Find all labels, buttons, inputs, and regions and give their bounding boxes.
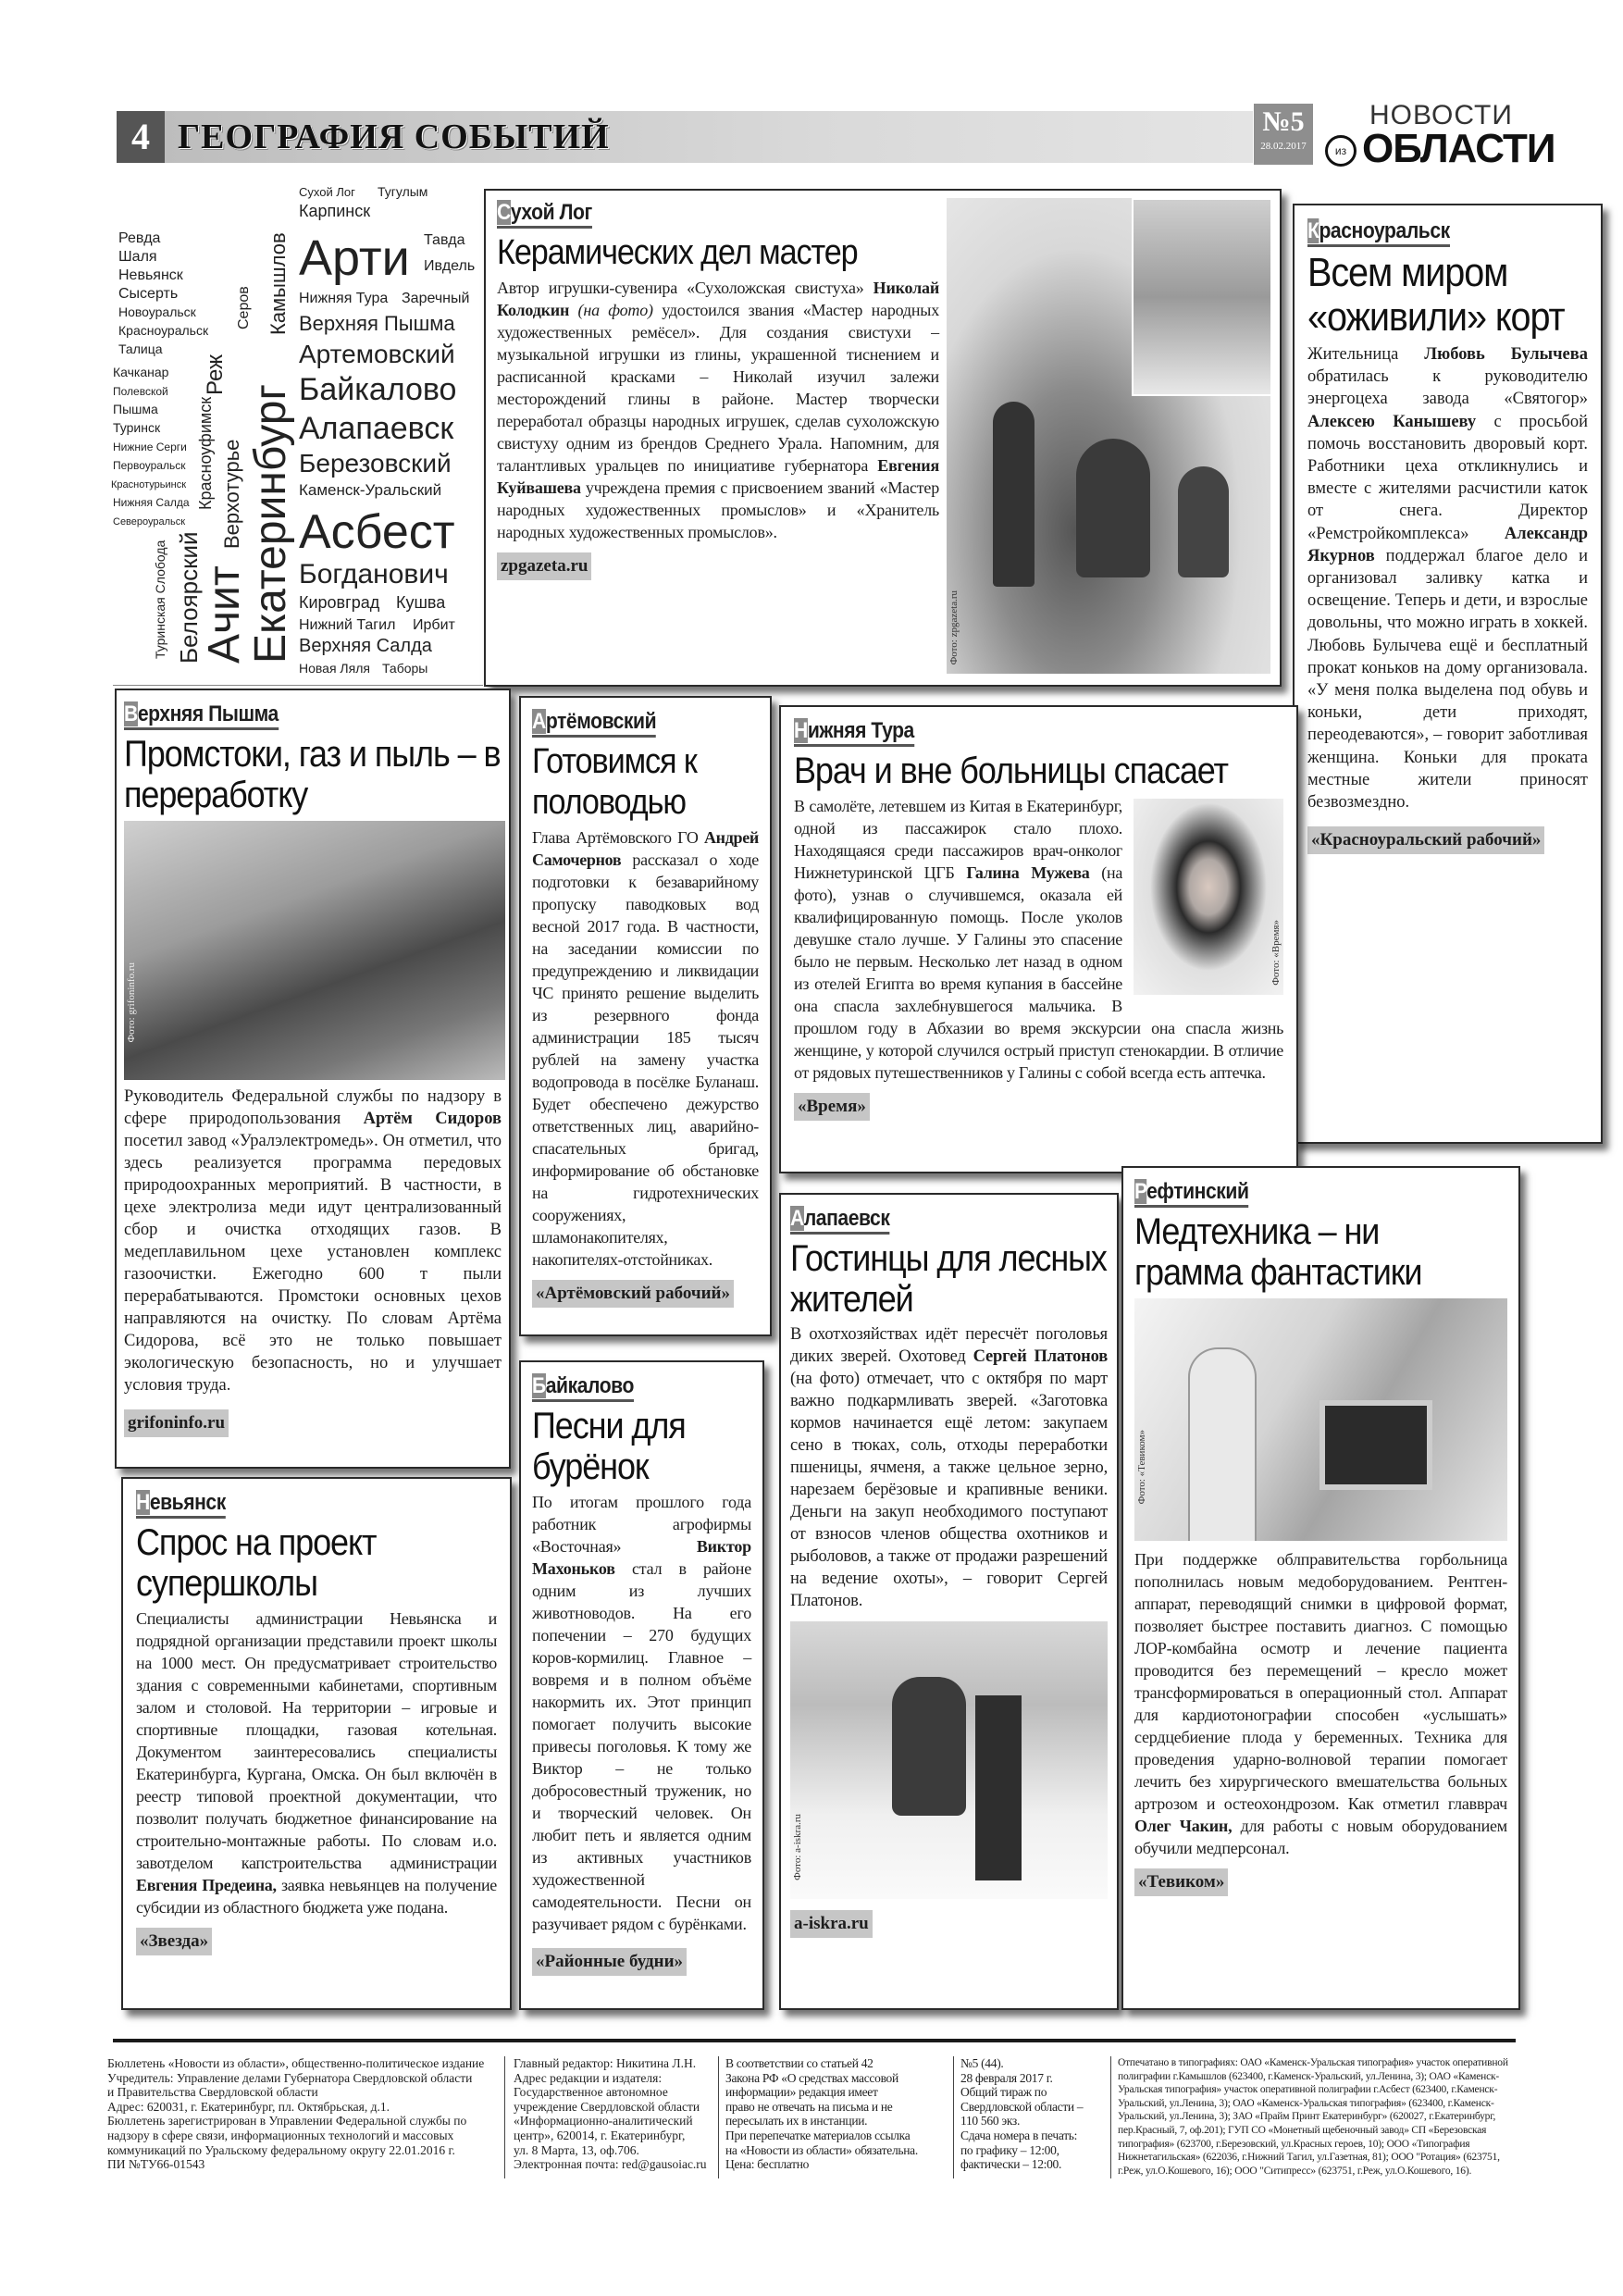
text-run: (на фото), узнав о случившемся, оказала ей квалифицированную помощь. После уколов девушке стало лучше. У Галины это спасение было не первым. Несколько лет назад в одном из отелей Египта во время купания в бассейне она спасла захлебнувшегося мальчика. В прошлом году в Абхазии во время экскурсии она спасла жизнь женщине, у которой случился острый приступ стенокардии. В отличие от рядовых путешественников у Галины с собой всегда есть аптечка.	[794, 863, 1283, 1082]
word-cloud-word: Верхняя Салда	[299, 636, 432, 656]
footer-publisher-info	[107, 2056, 484, 2172]
word-cloud-word: Верхотурье	[220, 439, 243, 549]
article-place: Рефтинский	[1134, 1179, 1248, 1208]
footer-line: Бюллетень зарегистрирован в Управлении Федеральной службы по	[107, 2114, 467, 2128]
footer-line: Отпечатано в типографиях: ОАО «Каменск-Уральская типография» участок оперативной	[1118, 2057, 1508, 2068]
word-cloud-word: Ивдель	[424, 258, 476, 274]
article-source: «Артёмовский рабочий»	[532, 1280, 734, 1308]
word-cloud-word: Реж	[203, 354, 228, 395]
word-cloud-word: Арти	[299, 230, 410, 286]
photo-credit: Фото: grifoninfo.ru	[126, 962, 137, 1043]
article-artemovsky	[519, 696, 772, 1336]
section-title: ГЕОГРАФИЯ СОБЫТИЙ	[178, 118, 610, 156]
footer-divider	[718, 2056, 719, 2178]
text-run: обратилась к руководителю энергоцеха завода «Святогор»	[1307, 367, 1588, 409]
article-source: «Тевиком»	[1134, 1868, 1228, 1896]
word-cloud-word: Ревда	[118, 230, 161, 246]
word-cloud-word: Верхняя Пышма	[299, 312, 455, 335]
text-run: стал в районе одним из лучших животноводов. На его попечении – 270 будущих коров-кормилиц. Главное – вовремя и в полном объёме накормить их. Этот принцип помогает получить высокие привесы поголовья. К тому же Виктор – не только добросовестный труженик, но и творческий человек. Он любит петь и является одним из активных участников художественной самодеятельности. Песни он разучивает рядом с бурёнками.	[532, 1559, 751, 1933]
footer-printing-info	[1118, 2056, 1508, 2178]
person-name: Любовь Булычева	[1424, 345, 1588, 364]
footer-line: Адрес редакции и издателя:	[514, 2070, 663, 2085]
text-run: удостоился звания «Мастер народных художественных ремёсел». Для создания свистухи – музыкальной игрушки из глины, украшенной тиснением и расписанной красками – Николай изучил залежи месторождений глины в районе. Мастер творчески переработал образцы народных игрушек, сделав сухоложскую свистуху одним из брендов Среднего Урала. Напомним, для талантливых уральцев по инициативе губернатора	[497, 301, 939, 475]
person-name: Сергей Платонов	[973, 1347, 1108, 1366]
photo-credit: Фото: zpgazeta.ru	[948, 590, 960, 664]
word-cloud-word: Заречный	[402, 291, 470, 306]
text-run: для работы с новым оборудованием обучили медперсонал.	[1134, 1817, 1508, 1857]
article-place: Алапаевск	[790, 1206, 889, 1235]
article-krasnouralsk	[1293, 204, 1603, 1144]
word-cloud-word: Туринская Слобода	[153, 540, 167, 659]
article-source: «Красноуральский рабочий»	[1307, 826, 1544, 854]
footer-line: фактически – 12:00.	[960, 2157, 1062, 2172]
footer-line: Цена: бесплатно	[725, 2157, 810, 2172]
footer-line: Уральская типография» участок оперативной полиграфии г.Асбест (623400, г.Каменск-	[1118, 2084, 1498, 2096]
footer-line: ПИ №ТУ66-01543	[107, 2157, 205, 2172]
footer-line: учреждение Свердловской области	[514, 2099, 700, 2114]
person-name: Александр Якурнов	[1307, 524, 1588, 565]
article-body	[136, 1607, 497, 1918]
word-cloud-word: Асбест	[299, 505, 455, 559]
article-body	[124, 1086, 502, 1396]
text-run: В самолёте, летевшем из Китая в Екатеринбург, одной из пассажирок стало плохо. Находящаяся среди пассажиров врач-онколог Нижнетуринской ЦГБ	[794, 797, 1122, 882]
word-cloud-word: Карпинск	[299, 202, 371, 220]
article-body	[790, 1323, 1108, 1612]
article-place: Артёмовский	[532, 709, 656, 738]
footer-line: пер.Красный, 7, оф.201); ГУП СО «Монетный щебеночный завод» СП «Березовская	[1118, 2124, 1487, 2136]
photo-note: (на фото)	[569, 301, 653, 319]
footer-line: Свердловской области –	[960, 2099, 1084, 2114]
footer-line: Государственное автономное	[514, 2085, 668, 2100]
footer-line: на «Новости из области» обязательна.	[725, 2142, 918, 2157]
article-source: grifoninfo.ru	[124, 1409, 229, 1437]
footer-divider	[953, 2056, 954, 2178]
word-cloud-word: Качканар	[113, 365, 169, 379]
photo-credit: Фото: a-iskra.ru	[792, 1814, 803, 1880]
footer-line: Учредитель: Управление делами Губернатора Свердловской области	[107, 2070, 473, 2085]
photo-hunter-in-snow	[790, 1621, 1108, 1899]
divider	[113, 685, 483, 686]
text-run: учреждена премия с присвоением званий «Мастер народных художественных промыслов» и «Хранитель народных художественных промыслов».	[497, 478, 939, 541]
person-name: Олег Чакин,	[1134, 1817, 1233, 1835]
footer-line: Уральский, ул.Ленина, 3); ЗАО «Прайм Принт Екатеринбург» (620027, г.Екатеринбург,	[1118, 2111, 1496, 2123]
issue-number: №5	[1262, 106, 1305, 137]
text-run: При поддержке облправительства горбольница пополнилась новым медоборудованием. Рентген-аппарат, переводящий снимки в цифровой формат, позволяет быстрее поставить диагноз. С помощью ЛОР-комбайна осмотр и лечение пациента проводится без перемещений – кресло может трансформироваться в операционный стол. Аппарат для кардиотонографии способен «услышать» сердцебиение плода у беременных. Техника для проведения ударно-волновой терапии помогает лечить без хирургического вмешательства больных артрозом и остеохондрозом. Как отметил главврач	[1134, 1550, 1507, 1813]
word-cloud-word: Ирбит	[413, 617, 455, 633]
article-headline: Готовимся к половодью	[532, 742, 697, 822]
article-nizhnyaya-tura	[779, 705, 1298, 1173]
article-body	[532, 826, 759, 1271]
footer-line: полиграфии г.Камышлов (623400, г.Каменск-Уральский, ул.Ленина, 3); ОАО «Каменск-	[1118, 2070, 1500, 2082]
footer-line: по графику – 12:00,	[960, 2142, 1059, 2157]
article-headline: Промстоки, газ и пыль – в переработку	[124, 734, 501, 815]
word-cloud-word: Краснотурьинск	[111, 479, 187, 490]
footer-line: Нижнетагильская» (622036, г.Нижний Тагил, ул.Газетная, 81); ООО "Ротация» (623751,	[1118, 2152, 1500, 2164]
footer-line: №5 (44).	[960, 2056, 1004, 2070]
article-verkhnyaya-pyshma	[115, 689, 511, 1469]
word-cloud-word: Новая Ляля	[299, 661, 370, 676]
footer-line: Закона РФ «О средствах массовой	[725, 2070, 898, 2085]
footer-line: центр», 620014, г. Екатеринбург,	[514, 2128, 686, 2142]
photo-doctor-portrait	[1134, 799, 1283, 995]
word-cloud-word: Шаля	[118, 249, 157, 265]
word-cloud-word: Туринск	[113, 420, 161, 435]
photo-credit: Фото: «Тевиком»	[1136, 1429, 1147, 1504]
article-alapaevsk	[779, 1193, 1119, 2010]
footer-line: При перепечатке материалов ссылка	[725, 2128, 911, 2142]
word-cloud-word: Серов	[236, 286, 252, 329]
article-headline: Врач и вне больницы спасает	[794, 751, 1228, 791]
article-place: Сухой Лог	[497, 200, 592, 229]
whistle-figure	[1076, 439, 1150, 577]
text-run: Жительница	[1307, 345, 1425, 364]
text-run: (на фото) отмечает, что с октября по март важно подкармливать зверей. «Заготовка кормов начинается ещё летом: закупаем сено в тюках, соль, отходы переработки пшеницы, ячменя, а также цельное зерно, нарезаем берёзовые и крапивные веники. Деньги на закуп необходимого поступают от взносов членов общества охотников и рыболовов, а также от продажи разрешений на ведение охоты», – говорит Сергей Платонов.	[790, 1370, 1108, 1610]
article-headline: Гостинцы для лесных жителей	[790, 1238, 1107, 1320]
text-run: В охотхозяйствах идёт пересчёт поголовья диких зверей. Охотовед	[790, 1325, 1108, 1366]
article-reftinsky	[1121, 1166, 1520, 2010]
footer-editorial-info	[514, 2056, 707, 2172]
person-name: Алексею Канышеву	[1307, 412, 1477, 431]
word-cloud-word: Полевской	[113, 385, 168, 398]
footer-line: ул. 8 Марта, 13, оф.706.	[514, 2142, 639, 2157]
footer-line: Главный редактор: Никитина Л.Н.	[514, 2056, 697, 2070]
photo-clay-whistles	[947, 198, 1270, 674]
text-run: с просьбой помочь восстановить дворовый корт. Работники цеха откликнулись и вместе с жителями расчистили каток от снега. Директор «Ремстройкомплекса»	[1307, 412, 1588, 543]
footer-line: право не отвечать на письма и не	[725, 2099, 893, 2114]
person-name: Артём Сидоров	[363, 1110, 502, 1128]
article-body	[1134, 1548, 1507, 1859]
article-body	[497, 277, 939, 543]
footer-legal-info	[725, 2056, 918, 2172]
article-headline: Керамических дел мастер	[497, 233, 858, 272]
word-cloud-word: Талица	[118, 341, 163, 356]
article-headline: Спрос на проект супершколы	[136, 1522, 377, 1604]
word-cloud-word: Сухой Лог	[299, 185, 355, 199]
word-cloud-word: Таборы	[382, 661, 428, 676]
article-place: Байкалово	[532, 1373, 634, 1402]
footer-rule	[113, 2039, 1516, 2042]
word-cloud-word: Тугулым	[378, 184, 428, 199]
newspaper-logo	[1323, 100, 1592, 169]
text-run: Руководитель Федеральной службы по надзору в сфере природопользования	[124, 1087, 502, 1128]
footer-line: пересылать их в инстанции.	[725, 2114, 868, 2128]
logo-line2: ОБЛАСТИ	[1362, 126, 1555, 171]
doctor-figure	[1190, 1349, 1255, 1541]
footer-line: типография» (623700, г.Березовский, ул.Красных героев, 10); ООО «Типография	[1118, 2138, 1470, 2150]
article-source: «Районные будни»	[532, 1948, 687, 1976]
word-cloud-word: Белоярский	[175, 531, 203, 664]
person-name: Николай Колодкин	[497, 279, 939, 319]
footer-issue-info	[960, 2056, 1083, 2172]
text-run: Специалисты администрации Невьянска и подрядной организации представили проект школы на 1000 мест. Он предусматривает строительство здания с современными кабинетами, спортивным залом и столовой. На территории – игровые и спортивные площадки, газовая котельная. Документом заинтересовались специалисты Екатеринбурга, Кургана, Омска. Он был включён в реестр типовой проектной документации, что позволит получать бюджетное финансирование на строительно-монтажные работы. По словам и.о. завотделом капстроительства администрации	[136, 1609, 497, 1872]
word-cloud-word: Екатеринбург	[246, 384, 295, 664]
person-name: Евгения Куйвашева	[497, 456, 939, 497]
photo-factory-visit	[124, 821, 505, 1080]
text-run: По итогам прошлого года работник агрофирмы «Восточная»	[532, 1493, 751, 1556]
article-headline: Всем миром «оживили» корт	[1307, 250, 1565, 340]
whistle-figure	[1178, 466, 1229, 577]
word-cloud-word: Нижний Тагил	[299, 617, 396, 633]
article-source: a-iskra.ru	[790, 1910, 873, 1938]
text-run: заявка невьянцев на получение субсидии из областного бюджета уже подана.	[136, 1876, 497, 1917]
footer-line: и Правительства Свердловской области	[107, 2085, 318, 2100]
word-cloud-word: Алапаевск	[299, 411, 454, 446]
article-body	[1307, 343, 1588, 813]
text-run: рассказал о ходе подготовки к безаварийному пропуску паводковых вод весной 2017 года. В частности, на заседании комиссии по предупреждению и ликвидации ЧС принято решение выделить из резервного фонда администрации 185 тысяч рублей на замену участка водопровода в посёлке Буланаш. Будет обеспечено дежурство ответственных лиц, аварийно-спасательных бригад, информирование об обстановке на гидротехнических сооружениях, шламонакопителях, накопителях-отстойниках.	[532, 850, 759, 1269]
monitor-screen	[1319, 1400, 1432, 1490]
footer-divider	[1110, 2056, 1111, 2178]
word-cloud-word: Невьянск	[118, 267, 183, 283]
person-name: Галина Мужева	[966, 863, 1090, 882]
photo-medical-equipment	[1134, 1298, 1507, 1541]
footer-line: коммуникаций по Уральскому федеральному округу 22.01.2016 г.	[107, 2142, 455, 2157]
text-run: Глава Артёмовского ГО	[532, 828, 704, 847]
article-place: Невьянск	[136, 1490, 226, 1519]
word-cloud-word: Нижняя Салда	[113, 496, 190, 509]
article-sukhoy-log	[484, 189, 1282, 687]
article-place: Верхняя Пышма	[124, 701, 279, 730]
article-source: zpgazeta.ru	[497, 552, 591, 580]
footer-line: Общий тираж по	[960, 2085, 1047, 2100]
article-source: «Звезда»	[136, 1928, 212, 1955]
whistle-figure	[993, 402, 1035, 587]
word-cloud-word: Ачит	[200, 565, 249, 664]
footer-line: Бюллетень «Новости из области», общественно-политическое издание	[107, 2056, 485, 2070]
word-cloud-word: Нижние Серги	[113, 441, 187, 453]
footer-line: Сдача номера в печать:	[960, 2128, 1078, 2142]
word-cloud-word: Богданович	[299, 559, 449, 590]
word-cloud-word: Североуральск	[113, 516, 186, 527]
article-source: «Время»	[794, 1093, 870, 1121]
footer-line: Адрес: 620031, г. Екатеринбург, пл. Октябрьская, д.1.	[107, 2099, 390, 2114]
word-cloud-word: Березовский	[299, 449, 452, 478]
word-cloud-word: Красноуфимск	[196, 396, 215, 510]
photo-portrait-inset	[1132, 198, 1270, 396]
footer-line: Электронная почта: red@gausoiac.ru	[514, 2157, 707, 2172]
article-headline: Песни для бурёнок	[532, 1406, 686, 1487]
article-baikalovo	[519, 1360, 764, 2010]
word-cloud-word: Артемовский	[299, 340, 455, 368]
photo-credit: Фото: «Время»	[1270, 920, 1282, 986]
footer-line: г.Реж, ул.О.Кошевого, 16); ООО "Ситипресс» (623751, г.Реж, ул.О.Кошевого, 16).	[1118, 2165, 1472, 2177]
word-cloud-word: Красноуральск	[118, 323, 209, 338]
word-cloud-word: Кушва	[396, 593, 446, 612]
issue-badge	[1254, 104, 1313, 165]
region-word-cloud	[109, 178, 481, 682]
person-name: Виктор Махоньков	[532, 1537, 751, 1578]
word-cloud-word: Тавда	[424, 232, 465, 248]
issue-date: 28.02.2017	[1260, 141, 1307, 152]
footer-line: надзору в сфере связи, информационных технологий и массовых	[107, 2128, 454, 2142]
text-run: поддержал благое дело и организовал заливку катка и освещение. Теперь и дети, и взрослые довольны, что можно играть в хоккей. Любовь Булычева ещё и бесплатный прокат коньков на дому организовала. «У меня полка выделена под обувь и коньки, дети приходят, переодеваются», – говорит заботливая женщина. Коньки для проката местные жители приносят безвозмездно.	[1307, 546, 1588, 813]
text-run: Автор игрушки-сувенира «Сухоложская свистуха»	[497, 279, 873, 297]
footer-line: 110 560 экз.	[960, 2114, 1021, 2128]
footer-line: 28 февраля 2017 г.	[960, 2070, 1053, 2085]
word-cloud-word: Кировград	[299, 593, 380, 612]
feeder-post	[975, 1695, 1022, 1880]
person-figure	[892, 1677, 966, 1816]
word-cloud-word: Пышма	[113, 402, 158, 416]
footer-line: «Информационно-аналитический	[514, 2114, 693, 2128]
logo-iz: из	[1325, 135, 1357, 167]
footer-line: информации» редакция имеет	[725, 2085, 878, 2100]
article-headline: Медтехника – ни грамма фантастики	[1134, 1211, 1422, 1293]
article-nevyansk	[121, 1477, 512, 2010]
person-name: Андрей Самочернов	[532, 828, 759, 869]
word-cloud-word: Каменск-Уральский	[299, 481, 442, 499]
article-body	[532, 1491, 751, 1935]
footer-divider	[504, 2056, 505, 2178]
logo-line1: НОВОСТИ	[1369, 100, 1513, 130]
word-cloud-word: Новоуральск	[118, 304, 196, 319]
person-name: Евгения Предеина,	[136, 1876, 277, 1894]
article-place: Нижняя Тура	[794, 718, 914, 747]
page-number: 4	[117, 111, 165, 163]
article-place: Красноуральск	[1307, 218, 1450, 247]
footer-line: Уральский, ул.Ленина, 3); ОАО «Каменск-Уральская типография» (623400, г.Каменск-	[1118, 2097, 1494, 2109]
text-run: посетил завод «Уралэлектромедь». Он отметил, что здесь реализуется программа передовых природоохранных мероприятий. В частности, в цехе электролиза меди идут централизованный сбор и очистка отходящих газов. В медеплавильном цехе установлен комплекс газоочистки. Ежегодно 600 т пыли перерабатываются. Промстоки основных цехов направляются на очистку. По словам Артёма Сидорова, всё это не только повышает экологическую безопасность, но и улучшает условия труда.	[124, 1132, 502, 1395]
word-cloud-word: Первоуральск	[113, 459, 186, 472]
word-cloud-word: Нижняя Тура	[299, 291, 389, 306]
word-cloud-word: Байкалово	[299, 372, 457, 407]
word-cloud-word: Сысерть	[118, 286, 179, 302]
footer-line: В соответствии со статьей 42	[725, 2056, 873, 2070]
word-cloud-word: Камышлов	[266, 232, 290, 335]
